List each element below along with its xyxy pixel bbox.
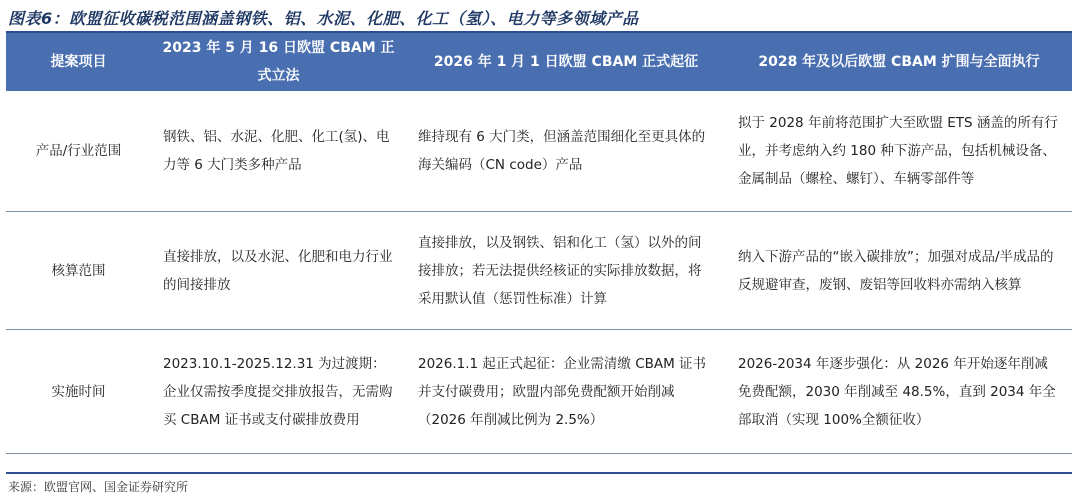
table-row (6, 330, 1072, 454)
table-cell: 2023.10.1-2025.12.31 为过渡期：企业仅需按季度提交排放报告，无需购买 CBAM 证书或支付碳排放费用 (151, 330, 406, 454)
row-label: 核算范围 (6, 212, 151, 330)
header-2028: 2028 年及以后欧盟 CBAM 扩围与全面执行 (726, 33, 1072, 91)
row-label: 产品/行业范围 (6, 91, 151, 212)
cbam-table (6, 33, 1072, 454)
table-cell: 直接排放，以及钢铁、铝和化工（氢）以外的间接排放；若无法提供经核证的实际排放数据，将采用默认值（惩罚性标准）计算 (406, 212, 726, 330)
header-2023: 2023 年 5 月 16 日欧盟 CBAM 正式立法 (151, 33, 406, 91)
table-row (6, 212, 1072, 330)
header-row (6, 33, 1072, 91)
figure-title: 图表6：欧盟征收碳税范围涵盖钢铁、铝、水泥、化肥、化工（氢）、电力等多领域产品 (8, 9, 639, 28)
header-item: 提案项目 (6, 33, 151, 91)
bottom-rule (6, 472, 1072, 474)
table-cell: 维持现有 6 大门类，但涵盖范围细化至更具体的海关编码（CN code）产品 (406, 91, 726, 212)
header-2026: 2026 年 1 月 1 日欧盟 CBAM 正式起征 (406, 33, 726, 91)
source-note: 来源：欧盟官网、国金证券研究所 (8, 480, 189, 494)
row-label: 实施时间 (6, 330, 151, 454)
table-cell: 拟于 2028 年前将范围扩大至欧盟 ETS 涵盖的所有行业，并考虑纳入约 180 种下游产品，包括机械设备、金属制品（螺栓、螺钉）、车辆零部件等 (726, 91, 1072, 212)
table-cell: 2026.1.1 起正式起征：企业需清缴 CBAM 证书并支付碳费用；欧盟内部免费配额开始削减（2026 年削减比例为 2.5%） (406, 330, 726, 454)
table-cell: 直接排放，以及水泥、化肥和电力行业的间接排放 (151, 212, 406, 330)
table-cell: 钢铁、铝、水泥、化肥、化工(氢)、电力等 6 大门类多种产品 (151, 91, 406, 212)
table-cell: 纳入下游产品的“嵌入碳排放”；加强对成品/半成品的反规避审查，废钢、废铝等回收料亦需纳入核算 (726, 212, 1072, 330)
table-cell: 2026-2034 年逐步强化：从 2026 年开始逐年削减免费配额，2030 年削减至 48.5%，直到 2034 年全部取消（实现 100%全额征收） (726, 330, 1072, 454)
table-row (6, 91, 1072, 212)
